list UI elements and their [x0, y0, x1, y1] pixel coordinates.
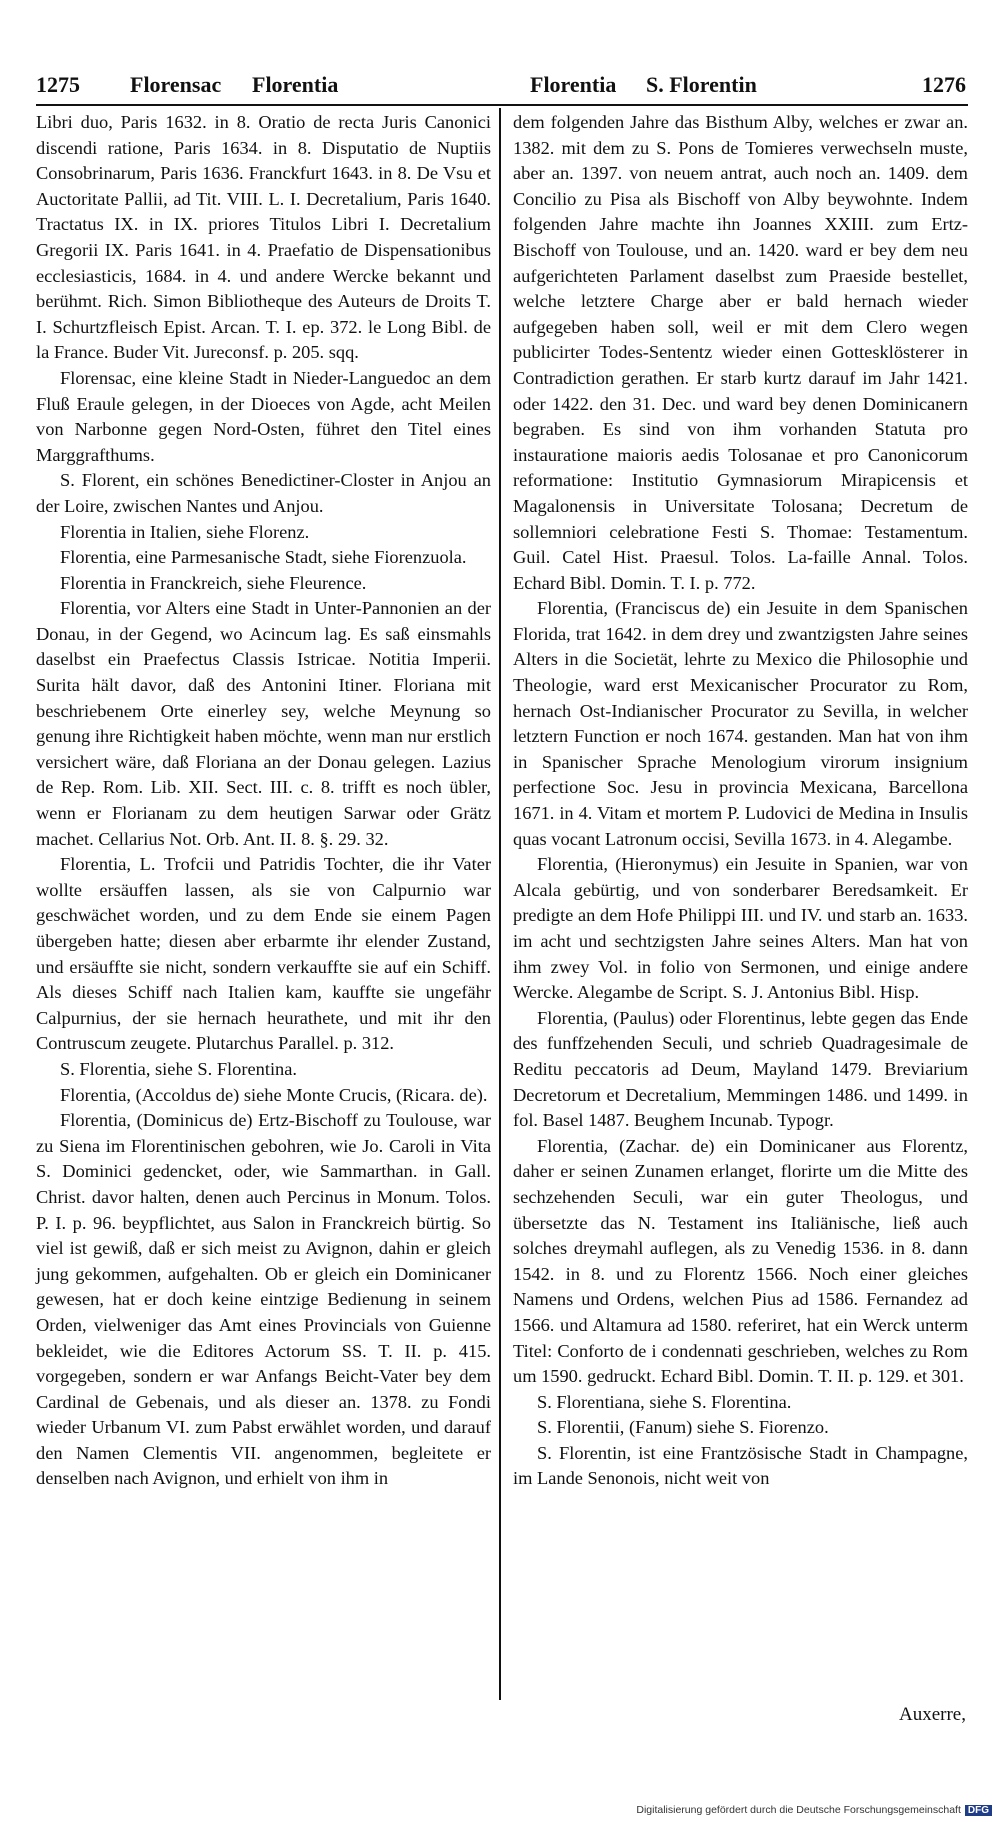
entry-paragraph: S. Florentii, (Fanum) siehe S. Fiorenzo.: [537, 1417, 829, 1438]
digitization-footer: [636, 1804, 992, 1816]
entry-paragraph: Libri duo, Paris 1632. in 8. Oratio de recta Juris Canonici discendi ratione, Paris 1634. in 8. Disputatio de Nuptiis Consobrinarum, Paris 1636. Franckfurt 1643. in 8. De Vsu et Auctoritate Pallii, ad Tit. VIII. L. I. Decretalium, Paris 1640. Tractatus IX. in IX. priores Titulos Libri I. Decretalium Gregorii IX. Paris 1641. in 4. Praefatio de Dispensationibus ecclesiasticis, 1684. in 4. und andere Wercke bekannt und berühmt. Rich. Simon Bibliotheque des Auteurs de Droits T. I. Schurtzfleisch Epist. Arcan. T. I. ep. 372. le Long Bibl. de la France. Buder Vit. Jureconsf. p. 205. sqq.: [36, 112, 491, 363]
right-header-keyword-2: S. Florentin: [646, 72, 757, 97]
header-rule: [36, 104, 968, 106]
right-header-keyword-1: Florentia: [530, 72, 617, 97]
left-header-keyword-1: Florensac: [130, 72, 222, 97]
entry-paragraph: S. Florentia, siehe S. Florentina.: [60, 1058, 298, 1079]
entry-paragraph: Florentia, eine Parmesanische Stadt, siehe Fiorenzuola.: [60, 547, 467, 568]
entry-paragraph: S. Florent, ein schönes Benedictiner-Closter in Anjou an der Loire, zwischen Nantes und Anjou.: [36, 470, 491, 516]
entry-paragraph: S. Florentin, ist eine Frantzösische Stadt in Champagne, im Lande Senonois, nicht weit von: [513, 1442, 968, 1489]
entry-paragraph: Florentia in Italien, siehe Florenz.: [60, 521, 310, 542]
entry-paragraph: Florentia, (Hieronymus) ein Jesuite in Spanien, war von Alcala gebürtig, und von sonderbarer Beredsamkeit. Er predigte an dem Hofe Philippi III. und IV. und starb an. 1633. im acht und sechtzigsten Jahre seines Alters. Man hat von ihm zwey Vol. in folio von Sermonen, und einige andere Wercke. Alegambe de Script. S. J. Antonius Bibl. Hisp.: [513, 854, 968, 1003]
entry-paragraph: Florentia, (Dominicus de) Ertz-Bischoff zu Toulouse, war zu Siena im Florentinischen gebohren, wie Jo. Caroli in Vita S. Dominici gedencket, oder, wie Sammarthan. in Gall. Christ. davor halten, denen auch Percinus in Monum. Tolos. P. I. p. 96. beypflichtet, aus Salon in Franckreich bürtig. So viel ist gewiß, daß er sich meist zu Avignon, dahin er gleich jung gekommen, aufgehalten. Ob er gleich ein Dominicaner gewesen, hat er doch keine eintzige Bedienung in seinem Orden, vielweniger das Amt eines Provincials von Guienne bekleidet, wie die Editores Actorum SS. T. II. p. 415. vorgegeben, sondern er war Anfangs Beicht-Vater bey dem Cardinal de Gebenais, und als dieser an. 1378. zu Fondi wieder Urbanum VI. zum Pabst erwählet worden, und darauf den Namen Clementis VII. angenommen, begleitete er denselben nach Avignon, und erhielt von ihm in: [36, 1110, 491, 1489]
entry-paragraph: Florentia in Franckreich, siehe Fleurence.: [60, 572, 367, 593]
entry-paragraph: Florentia, vor Alters eine Stadt in Unter-Pannonien an der Donau, in der Gegend, wo Acincum lag. Es saß einsmahls daselbst ein Praefectus Classis Istricae. Notitia Imperii. Surita hält davor, daß des Antonini Itiner. Floriana mit beschriebenem Orte einerley sey, welche Meynung so genung ihre Richtigkeit haben möchte, wenn man nur erstlich versichert wäre, daß Floriana an der Donau gelegen. Lazius de Rep. Rom. Lib. XII. Sect. III. c. 8. trifft es noch übler, wenn er Florianam zu dem heutigen Sarwar oder Grätz machet. Cellarius Not. Orb. Ant. II. 8. §. 29. 32.: [36, 598, 491, 849]
entry-paragraph: Florentia, (Accoldus de) siehe Monte Crucis, (Ricara. de).: [60, 1084, 488, 1105]
dfg-logo: DFG: [965, 1805, 992, 1816]
entry-paragraph: Florensac, eine kleine Stadt in Nieder-Languedoc an dem Fluß Eraule gelegen, in der Dioeces von Agde, acht Meilen von Narbonne gegen Nord-Osten, führet den Titel eines Marggrafthums.: [36, 367, 491, 465]
catchword: Auxerre,: [899, 1704, 966, 1725]
left-column: [36, 110, 491, 1492]
entry-paragraph: dem folgenden Jahre das Bisthum Alby, welches er zwar an. 1382. mit dem zu S. Pons de Tomieres verwechseln muste, aber an. 1397. von neuem antrat, auch noch an. 1409. dem Concilio zu Pisa als Bischoff von Alby beywohnte. Indem folgenden Jahre machte ihn Joannes XXIII. zum Ertz-Bischoff von Toulouse, und an. 1420. ward er bey dem neu aufgerichteten Parlament daselbst zum Praeside bestellet, welche letztere Charge aber er bald hernach wieder aufgegeben haben soll, weil er mit dem Clero wegen publicirter Todes-Sententz wieder einen Gottesklösterer in Contradiction gerathen. Er starb kurtz darauf im Jahr 1421. oder 1422. den 31. Dec. und ward bey denen Dominicanern begraben. Es sind von ihm vorhanden Statuta pro instauratione maioris aedis Tolosanae et pro Canonicorum reformatione: Institutio Gymnasiorum Mirapicensis et Magalonensis in Universitate Tolosana; Decretum de sollemniori celebratione Festi S. Thomae: Testamentum. Guil. Catel Hist. Praesul. Tolos. La-faille Annal. Tolos. Echard Bibl. Domin. T. I. p. 772.: [513, 112, 968, 593]
running-header: [36, 66, 966, 106]
entry-paragraph: Florentia, (Franciscus de) ein Jesuite in dem Spanischen Florida, trat 1642. in dem drey und zwantzigsten Jahre seines Alters in die Societät, lehrte zu Mexico die Philosophie und Theologie, ward erst Mexicanischer Procurator zu Rom, hernach Ost-Indianischer Procurator zu Sevilla, in welcher letztern Function er noch 1674. gestanden. Man hat von ihm in Spanischer Sprache Menologium virorum insignium perfectione Soc. Jesu in provincia Mexicana, Barcellona 1671. in 4. Vitam et mortem P. Ludovici de Medina in Insulis quas vocant Latronum occisi, Sevilla 1673. in 4. Alegambe.: [513, 598, 968, 849]
entry-paragraph: S. Florentiana, siehe S. Florentina.: [537, 1391, 792, 1412]
footer-text: Digitalisierung gefördert durch die Deutsche Forschungsgemeinschaft: [636, 1804, 961, 1816]
entry-paragraph: Florentia, (Zachar. de) ein Dominicaner aus Florentz, daher er seinen Zunamen erlanget, florirte um die Mitte des sechzehenden Seculi, war ein guter Theologus, und übersetzte das N. Testament ins Italiänische, ließ auch solches dreymahl auflegen, als zu Venedig 1536. in 8. dann 1542. in 8. und zu Florentz 1566. Noch einer gleiches Namens und Ordens, welchen Pius ad 1586. Fernandez ad 1566. und Altamura ad 1580. referiret, hat ein Werck unterm Titel: Conforto de i condennati geschrieben, welches zu Rom um 1590. gedruckt. Echard Bibl. Domin. T. II. p. 129. et 301.: [513, 1135, 968, 1387]
left-page-number: 1275: [36, 72, 80, 97]
right-page-number: 1276: [922, 72, 966, 97]
entry-paragraph: Florentia, L. Trofcii und Patridis Tochter, die ihr Vater wollte ersäuffen lassen, als sie von Calpurnio war geschwächet worden, und zu dem Ende sie einem Pagen übergeben hatte; diesen aber erbarmte ihr elender Zustand, und ersäuffte sie nicht, sondern verkauffte sie auf ein Schiff. Als dieses Schiff nach Italien kam, kauffte sie ungefähr Calpurnius, der sie hernach heurathete, und mit ihr den Contruscum zeugete. Plutarchus Parallel. p. 312.: [36, 854, 491, 1054]
entry-paragraph: Florentia, (Paulus) oder Florentinus, lebte gegen das Ende des funffzehenden Seculi, und schrieb Quadragesimale de Reditu peccatoris ad Deum, Mayland 1479. Breviarium Decretorum et Decretalium, Memmingen 1486. und 1499. in fol. Basel 1487. Beughem Incunab. Typogr.: [513, 1007, 968, 1131]
column-divider: [499, 108, 501, 1700]
left-header-keyword-2: Florentia: [252, 72, 339, 97]
right-column: [513, 110, 968, 1492]
